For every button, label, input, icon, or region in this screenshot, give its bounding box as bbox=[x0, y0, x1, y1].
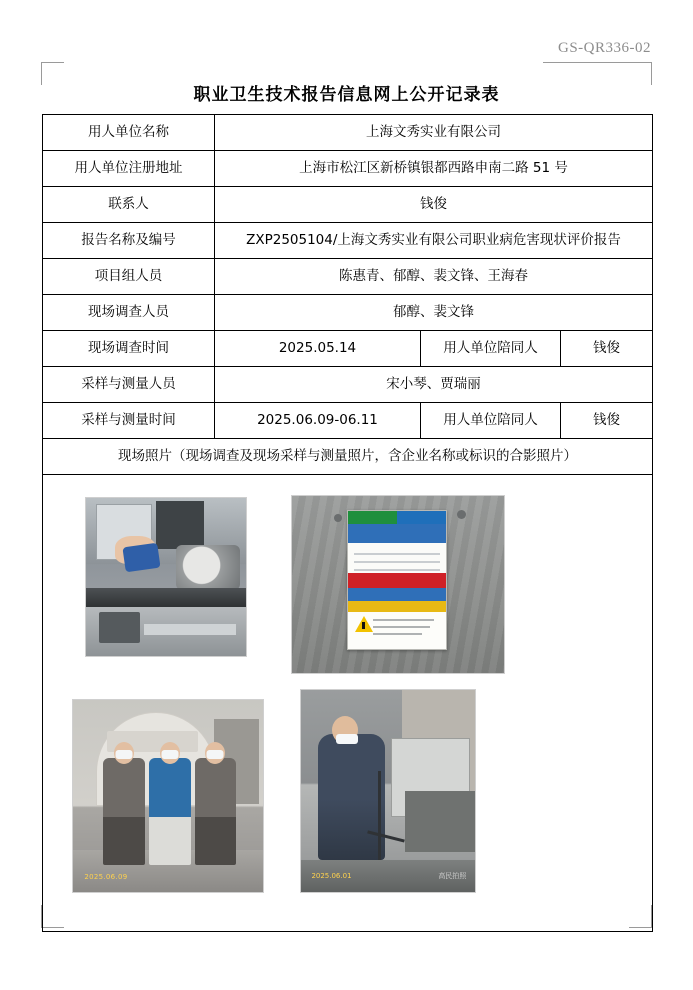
row-value: 陈惠青、郁醇、裴文锋、王海春 bbox=[215, 259, 653, 295]
table-row bbox=[43, 367, 653, 403]
photo-measurement-onsite bbox=[300, 689, 476, 893]
photo-timestamp: 2025.06.01 bbox=[311, 872, 352, 881]
sampling-time-label: 采样与测量时间 bbox=[43, 403, 215, 439]
sampling-companion-value: 钱俊 bbox=[561, 403, 653, 439]
row-label: 现场调查人员 bbox=[43, 295, 215, 331]
photo-timestamp: 2025.06.09 bbox=[84, 872, 128, 881]
row-label: 报告名称及编号 bbox=[43, 223, 215, 259]
photo-warning-board bbox=[291, 495, 505, 674]
photo-group-workers bbox=[72, 699, 264, 893]
row-value: 上海市松江区新桥镇银都西路申南二路 51 号 bbox=[215, 151, 653, 187]
photo-grid bbox=[47, 477, 648, 929]
row-label: 采样与测量人员 bbox=[43, 367, 215, 403]
document-code: GS-QR336-02 bbox=[557, 40, 651, 56]
row-value: 宋小琴、贾瑞丽 bbox=[215, 367, 653, 403]
code-underline bbox=[543, 62, 651, 63]
survey-companion-label: 用人单位陪同人 bbox=[421, 331, 561, 367]
table-row-sampling-time bbox=[43, 403, 653, 439]
row-value: 钱俊 bbox=[215, 187, 653, 223]
table-row bbox=[43, 115, 653, 151]
row-label: 用人单位注册地址 bbox=[43, 151, 215, 187]
page-title: 职业卫生技术报告信息网上公开记录表 bbox=[193, 85, 500, 105]
survey-label: 现场调查时间 bbox=[43, 331, 215, 367]
survey-companion-value: 钱俊 bbox=[561, 331, 653, 367]
photos-row bbox=[43, 475, 653, 932]
row-label: 用人单位名称 bbox=[43, 115, 215, 151]
row-value: 上海文秀实业有限公司 bbox=[215, 115, 653, 151]
record-table bbox=[42, 114, 653, 932]
sampling-companion-label: 用人单位陪同人 bbox=[421, 403, 561, 439]
row-label: 项目组人员 bbox=[43, 259, 215, 295]
photos-cell bbox=[43, 475, 653, 932]
table-row bbox=[43, 223, 653, 259]
table-row bbox=[43, 187, 653, 223]
survey-value: 2025.05.14 bbox=[215, 331, 421, 367]
table-row bbox=[43, 295, 653, 331]
row-label: 联系人 bbox=[43, 187, 215, 223]
row-value: 郁醇、裴文锋 bbox=[215, 295, 653, 331]
table-row-survey bbox=[43, 331, 653, 367]
row-value: ZXP2505104/上海文秀实业有限公司职业病危害现状评价报告 bbox=[215, 223, 653, 259]
photos-header-label: 现场照片（现场调查及现场采样与测量照片，含企业名称或标识的合影照片） bbox=[43, 439, 653, 475]
photo-watermark: 高民拍照 bbox=[438, 872, 467, 881]
photos-header-row bbox=[43, 439, 653, 475]
table-row bbox=[43, 259, 653, 295]
table-row bbox=[43, 151, 653, 187]
sampling-time-value: 2025.06.09-06.11 bbox=[215, 403, 421, 439]
photo-grinding-machine bbox=[85, 497, 247, 657]
